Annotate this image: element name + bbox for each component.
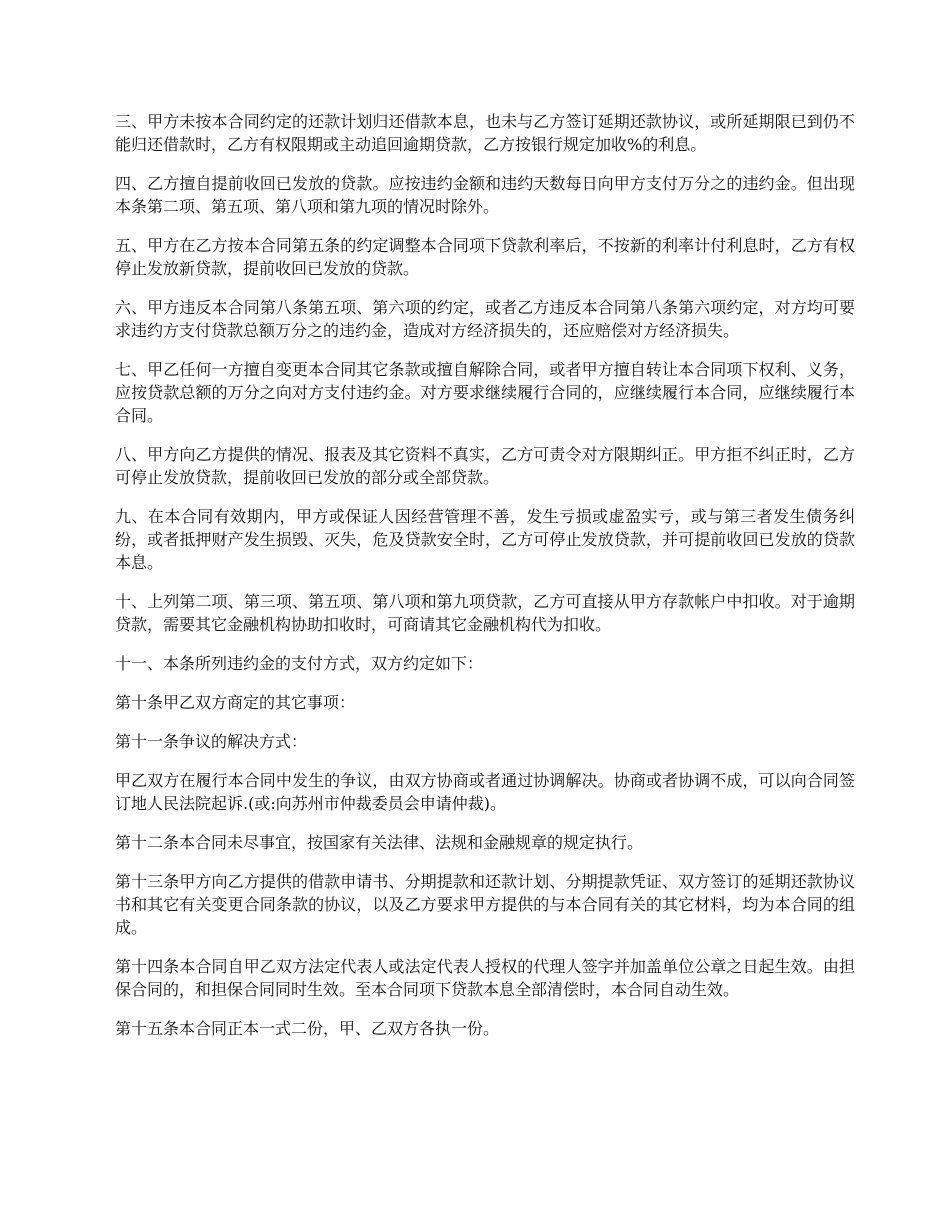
clause-11-penalty-payment: 十一、本条所列违约金的支付方式，双方约定如下： [115, 654, 484, 673]
clause-8-false-information: 八、甲方向乙方提供的情况、报表及其它资料不真实，乙方可责令对方限期纠正。甲方拒不纠正时，乙方可停止发放贷款，提前收回已发放的部分或全部贷款。 [115, 445, 855, 487]
article-13-contract-components: 第十三条甲方向乙方提供的借款申请书、分期提款和还款计划、分期提款凭证、双方签订的延期还款协议书和其它有关变更合同条款的协议，以及乙方要求甲方提供的与本合同有关的其它材料，均为本合同的组成。 [115, 872, 855, 937]
clause-4-early-recall: 四、乙方擅自提前收回已发放的贷款。应按违约金额和违约天数每日向甲方支付万分之的违约金。但出现本条第二项、第五项、第八项和第九项的情况时除外。 [115, 174, 855, 216]
article-10-other-matters: 第十条甲乙双方商定的其它事项： [115, 693, 356, 712]
dispute-resolution-text: 甲乙双方在履行本合同中发生的争议，由双方协商或者通过协调解决。协商或者协调不成，可以向合同签订地人民法院起诉.(或:向苏州市仲裁委员会申请仲裁)。 [115, 771, 855, 813]
clause-3-overdue-repayment: 三、甲方未按本合同约定的还款计划归还借款本息，也未与乙方签订延期还款协议，或所延期限已到仍不能归还借款时，乙方有权限期或主动追回逾期贷款，乙方按银行规定加收%的利息。 [115, 112, 855, 154]
clause-7-unilateral-change: 七、甲乙任何一方擅自变更本合同其它条款或擅自解除合同，或者甲方擅自转让本合同项下权利、义务，应按贷款总额的万分之向对方支付违约金。对方要求继续履行合同的，应继续履行本合同，应继续履行本合同。 [115, 360, 855, 425]
article-14-effectiveness: 第十四条本合同自甲乙双方法定代表人或法定代表人授权的代理人签字并加盖单位公章之日起生效。由担保合同的，和担保合同同时生效。至本合同项下贷款本息全部清偿时，本合同自动生效。 [115, 957, 855, 999]
clause-9-loss-risk: 九、在本合同有效期内，甲方或保证人因经营管理不善，发生亏损或虚盈实亏，或与第三者发生债务纠纷，或者抵押财产发生损毁、灭失，危及贷款安全时，乙方可停止发放贷款，并可提前收回已发放的贷款本息。 [115, 507, 855, 572]
document-body [115, 110, 855, 1056]
article-15-copies: 第十五条本合同正本一式二份，甲、乙双方各执一份。 [115, 1019, 500, 1038]
article-12-unresolved-matters: 第十二条本合同未尽事宜，按国家有关法律、法规和金融规章的规定执行。 [115, 833, 644, 852]
clause-5-interest-adjustment: 五、甲方在乙方按本合同第五条的约定调整本合同项下贷款利率后，不按新的利率计付利息时，乙方有权停止发放新贷款，提前收回已发放的贷款。 [115, 236, 855, 278]
article-11-dispute-resolution: 第十一条争议的解决方式： [115, 732, 308, 751]
clause-6-breach-penalty: 六、甲方违反本合同第八条第五项、第六项的约定，或者乙方违反本合同第八条第六项约定，对方均可要求违约方支付贷款总额万分之的违约金，造成对方经济损失的，还应赔偿对方经济损失。 [115, 298, 855, 340]
clause-10-direct-deduction: 十、上列第二项、第三项、第五项、第八项和第九项贷款，乙方可直接从甲方存款帐户中扣收。对于逾期贷款，需要其它金融机构协助扣收时，可商请其它金融机构代为扣收。 [115, 592, 855, 634]
